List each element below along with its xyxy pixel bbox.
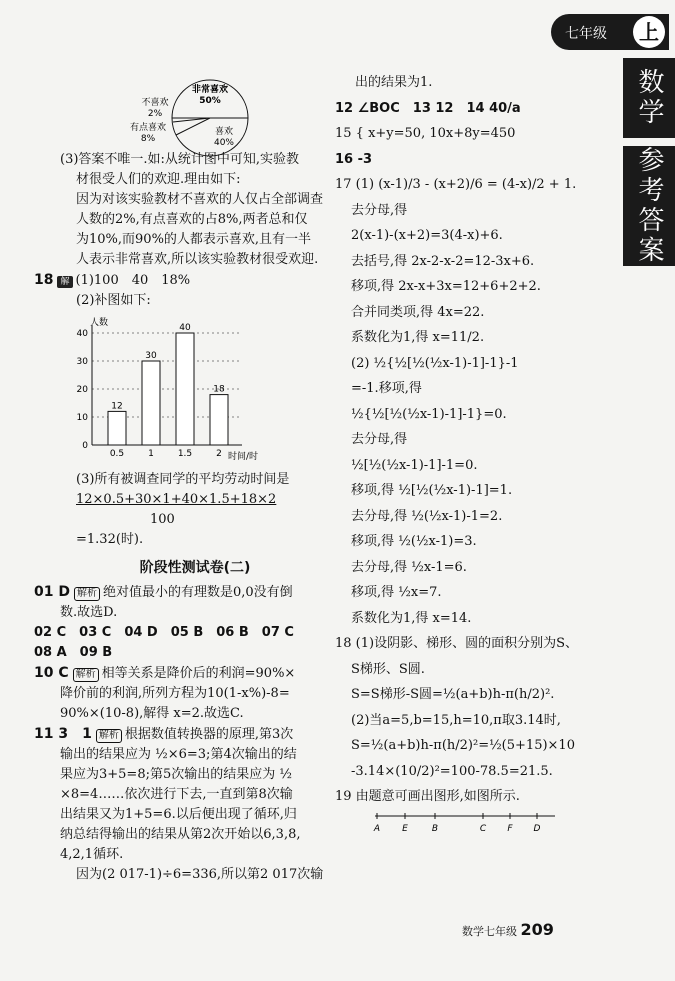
text-line: (2) ½{½[½(½x-1)-1]-1}-1: [351, 355, 519, 371]
pie-label-very-like: 非常喜欢: [191, 85, 229, 95]
text-line: 为10%,而90%的人都表示喜欢,且有一半: [76, 232, 312, 247]
question-number: 01 D: [34, 584, 70, 600]
analysis-tag: 解析: [73, 668, 99, 682]
pie-value-dislike: 2%: [147, 109, 163, 119]
answer-tag: 解: [57, 276, 72, 288]
text-line: 绝对值最小的有理数是0,0没有倒: [102, 585, 293, 600]
text-line: (3)所有被调查同学的平均劳动时间是: [76, 472, 290, 487]
segment-point-label: F: [507, 823, 513, 834]
text-line: 去分母,得 ½x-1=6.: [351, 559, 467, 575]
grade-badge: [551, 14, 669, 50]
left-column: [34, 150, 330, 885]
text-line: 系数化为1,得 x=11/2.: [351, 330, 485, 345]
text-line: 相等关系是降价后的利润=90%×: [101, 666, 296, 681]
text-line: 系数化为1,得 x=14.: [351, 610, 472, 626]
bar: [142, 361, 160, 445]
text-line: 15 { x+y=50, 10x+8y=450: [335, 126, 516, 141]
subject-tab: 数学: [623, 58, 675, 138]
pie-label-dislike: 不喜欢: [141, 98, 169, 108]
chart-ylabel: 人数: [90, 318, 109, 328]
text-line: =1.32(时).: [76, 532, 144, 547]
text-line: 数.故选D.: [60, 605, 118, 620]
text-line: 移项,得 2x-x+3x=12+6+2+2.: [351, 279, 541, 294]
answers-row: 02 C 03 C 04 D 05 B 06 B 07 C: [34, 625, 294, 640]
bar: [108, 411, 126, 445]
y-tick-label: 10: [76, 413, 88, 423]
text-line: 材很受人们的欢迎.理由如下:: [76, 172, 241, 187]
page-number: 209: [520, 920, 554, 939]
text-line: 降价前的利润,所列方程为10(1-x%)-8=: [60, 686, 290, 701]
term-label: 上: [633, 16, 665, 48]
analysis-tag: 解析: [96, 729, 122, 743]
text-line: 18 (1)设阴影、梯形、圆的面积分别为S、: [335, 636, 578, 651]
bar-data-label: 40: [179, 323, 191, 333]
chart-xlabel: 时间/时: [228, 452, 259, 462]
text-line: 移项,得 ½[½(½x-1)-1]=1.: [351, 483, 513, 498]
segment-point-label: E: [402, 823, 408, 834]
text-line: 因为(2 017-1)÷6=336,所以第2 017次输: [76, 867, 324, 882]
question-number: 18: [34, 272, 54, 288]
text-line: 17 (1) (x-1)/3 - (x+2)/6 = (4-x)/2 + 1.: [335, 177, 577, 192]
answers-row: 12 ∠BOC 13 12 14 40/a: [335, 100, 521, 116]
question-number: 11 3 1: [34, 726, 92, 742]
footer: [462, 920, 554, 939]
segment-point-label: B: [431, 823, 439, 834]
bar-data-label: 30: [145, 351, 157, 361]
text-line: 去分母,得: [351, 432, 408, 447]
segment-point-label: C: [479, 823, 487, 834]
text-line: 2(x-1)-(x+2)=3(4-x)+6.: [351, 228, 503, 243]
text-line: 人数的2%,有点喜欢的占8%,两者总和仅: [76, 212, 308, 227]
y-tick-label: 30: [76, 357, 88, 367]
text-line: (3)答案不唯一.如:从统计图中可知,实验教: [60, 152, 300, 167]
text-line: 人表示非常喜欢,所以该实验教材很受欢迎.: [76, 252, 319, 267]
text-line: 输出的结果应为 ½×6=3;第4次输出的结: [60, 747, 297, 762]
bar: [210, 395, 228, 445]
bar-data-label: 12: [111, 401, 123, 412]
text-line: 合并同类项,得 4x=22.: [351, 304, 485, 320]
pie-value-like: 40%: [213, 138, 235, 148]
analysis-tag: 解析: [74, 587, 100, 601]
text-line: S=½(a+b)h-π(h/2)²=½(5+15)×10: [351, 738, 575, 753]
bar-chart: [60, 313, 260, 463]
y-tick-label: 20: [76, 385, 88, 395]
text-line: -3.14×(10/2)²=100-78.5=21.5.: [351, 763, 553, 779]
footer-text: 数学七年级: [462, 925, 517, 938]
pie-value-very-like: 50%: [199, 96, 221, 106]
answers-row: 16 -3: [335, 151, 373, 167]
pie-label-somewhat: 有点喜欢: [129, 123, 167, 133]
fraction-denominator: 100: [150, 512, 175, 527]
text-line: 根据数值转换器的原理,第3次: [124, 727, 294, 742]
bar: [176, 333, 194, 445]
segment-point-label: D: [533, 823, 541, 834]
x-tick-label: 1: [148, 449, 154, 459]
text-line: 纳总结得输出的结果从第2次开始以6,3,8,: [60, 827, 301, 842]
text-line: (1)100 40 18%: [75, 273, 191, 288]
section-title: 阶段性测试卷(二): [139, 560, 251, 576]
pie-label-like: 喜欢: [214, 127, 234, 137]
text-line: 移项,得 ½(½x-1)=3.: [351, 534, 477, 549]
text-line: S梯形、S圆.: [351, 661, 425, 677]
fraction-numerator: 12×0.5+30×1+40×1.5+18×2: [76, 492, 277, 507]
text-line: ½{½[½(½x-1)-1]-1}=0.: [351, 406, 507, 422]
text-line: 移项,得 ½x=7.: [351, 585, 442, 600]
x-tick-label: 1.5: [177, 449, 193, 459]
x-tick-label: 2: [216, 449, 222, 459]
text-line: 90%×(10-8),解得 x=2.故选C.: [60, 706, 244, 721]
text-line: ×8=4……依次进行下去,一直到第8次输: [60, 787, 293, 802]
text-line: 去分母,得: [351, 202, 408, 218]
text-line: 果应为3+5=8;第5次输出的结果应为 ½: [60, 767, 292, 782]
text-line: S=S梯形-S圆=½(a+b)h-π(h/2)².: [351, 687, 555, 702]
text-line: 因为对该实验教材不喜欢的人仅占全部调查: [76, 192, 324, 207]
text-line: 去括号,得 2x-2-x-2=12-3x+6.: [351, 253, 535, 269]
text-line: 19 由题意可画出图形,如图所示.: [335, 789, 520, 804]
grade-label: 七年级: [565, 26, 607, 42]
segment-diagram: [365, 810, 565, 834]
text-line: (2)补图如下:: [76, 293, 151, 308]
answers-row: 08 A 09 B: [34, 645, 113, 660]
y-tick-label: 40: [76, 329, 88, 339]
x-tick-label: 0.5: [109, 449, 125, 459]
answer-tab: 参考答案: [623, 146, 675, 266]
text-line: =-1.移项,得: [351, 381, 422, 396]
right-column: [335, 70, 615, 843]
text-line: ½[½(½x-1)-1]-1=0.: [351, 457, 478, 473]
text-line: 出的结果为1.: [355, 75, 433, 90]
text-line: 4,2,1循环.: [60, 847, 124, 862]
text-line: (2)当a=5,b=15,h=10,π取3.14时,: [351, 712, 561, 728]
pie-value-somewhat: 8%: [140, 134, 156, 144]
text-line: 出结果又为1+5=6.以后便出现了循环,归: [60, 807, 297, 822]
bar-data-label: 18: [213, 384, 225, 395]
text-line: 去分母,得 ½(½x-1)-1=2.: [351, 508, 503, 524]
y-tick-label: 0: [82, 441, 88, 451]
question-number: 10 C: [34, 665, 69, 681]
segment-point-label: A: [373, 823, 381, 834]
